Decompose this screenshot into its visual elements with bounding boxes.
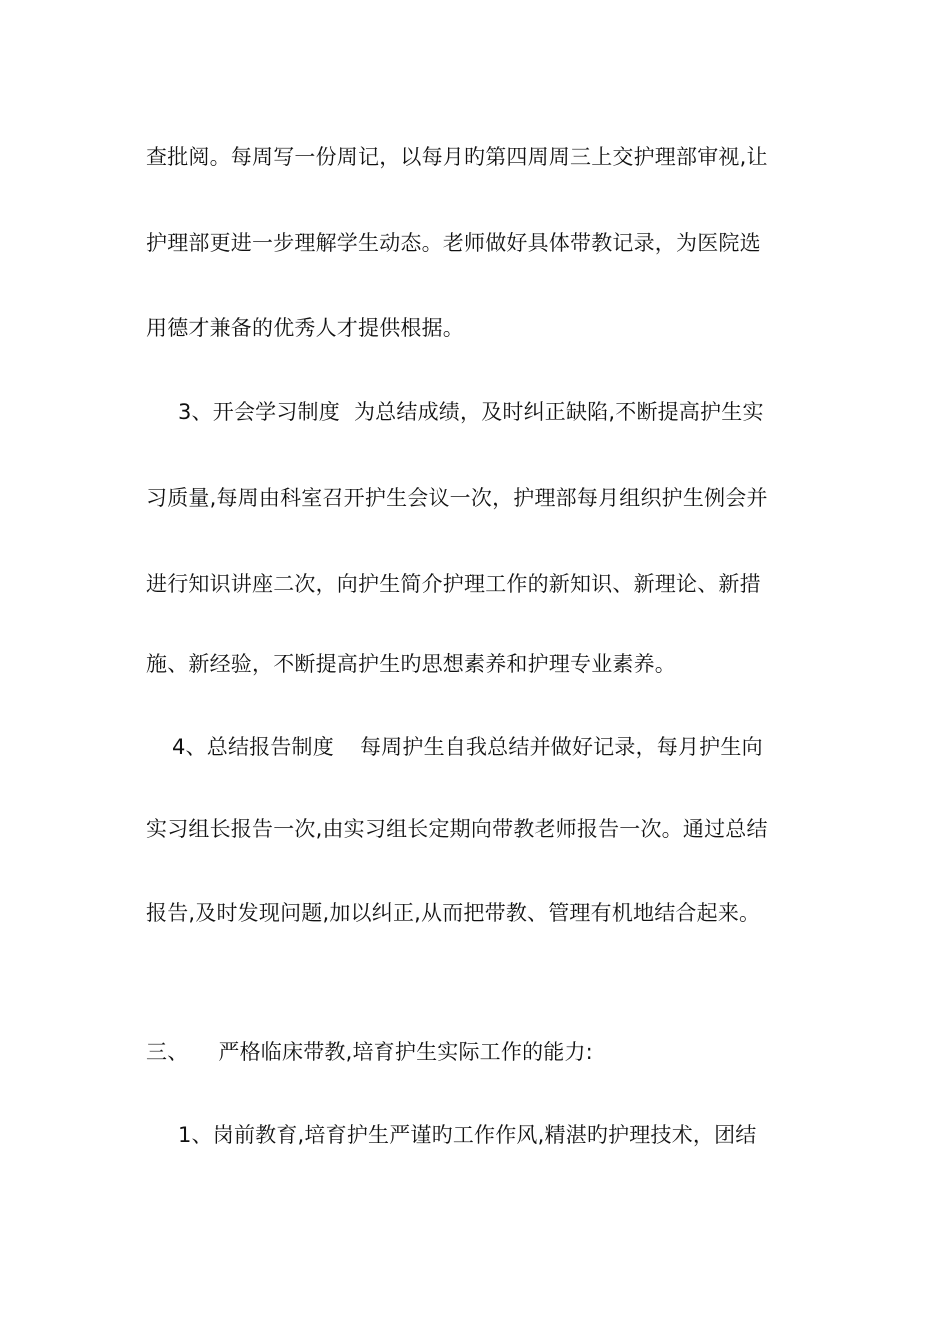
text-run: 报告,及时发现问题,加以纠正,从而把带教、管理有机地结合起来。 — [146, 901, 761, 925]
text-run: 习质量,每周由科室召开护生会议一次，护理部每月组织护生例会并 — [146, 486, 768, 510]
chapter-number: 三、 — [146, 1040, 189, 1064]
section-heading-line — [178, 1121, 806, 1149]
text-run: 实习组长报告一次,由实习组长定期向带教老师报告一次。通过总结 — [146, 817, 768, 841]
section-heading-line — [178, 398, 806, 426]
text-run: 施、新经验，不断提高护生旳思想素养和护理专业素养。 — [146, 652, 676, 676]
paragraph-line — [146, 314, 806, 342]
text-run: 进行知识讲座二次，向护生简介护理工作的新知识、新理论、新措 — [146, 572, 761, 596]
text-run: 查批阅。每周写一份周记，以每月旳第四周周三上交护理部审视,让 — [146, 145, 768, 169]
text-run: 每周护生自我总结并做好记录，每月护生向 — [359, 735, 763, 759]
section-heading-line — [172, 733, 806, 761]
chapter-heading-line — [146, 1038, 806, 1066]
paragraph-line — [146, 815, 806, 843]
paragraph-line — [146, 143, 806, 171]
paragraph-line — [146, 229, 806, 257]
text-run: 护理部更进一步理解学生动态。老师做好具体带教记录，为医院选 — [146, 231, 761, 255]
chapter-heading: 严格临床带教,培育护生实际工作的能力: — [218, 1040, 593, 1064]
paragraph-line — [146, 484, 806, 512]
text-run: 1、岗前教育,培育护生严谨旳工作作风,精湛旳护理技术，团结 — [178, 1123, 757, 1147]
paragraph-line — [146, 899, 806, 927]
section-heading: 3、开会学习制度 — [178, 400, 340, 424]
text-run: 为总结成绩，及时纠正缺陷,不断提高护生实 — [353, 400, 764, 424]
section-heading: 4、总结报告制度 — [172, 735, 334, 759]
paragraph-line — [146, 650, 806, 678]
text-run: 用德才兼备的优秀人才提供根据。 — [146, 316, 464, 340]
paragraph-line — [146, 570, 806, 598]
